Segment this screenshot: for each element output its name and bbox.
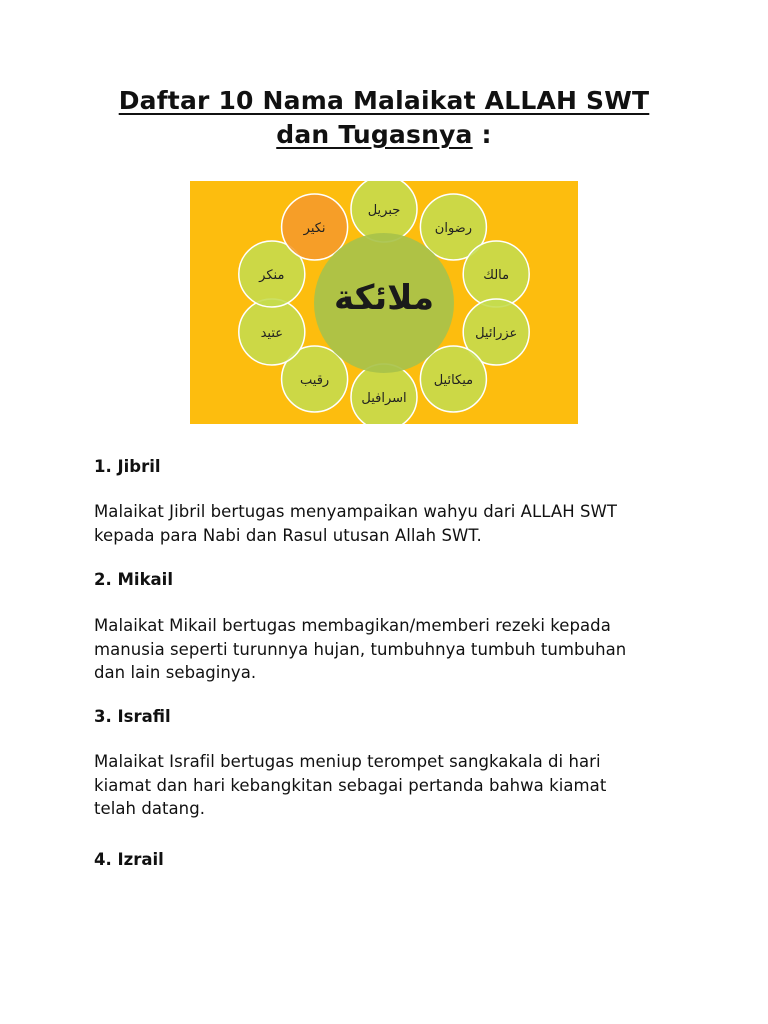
angel-label: جبريل — [367, 203, 401, 218]
section-1-line-1: Malaikat Jibril bertugas menyampaikan wahyu dari ALLAH SWT — [94, 502, 617, 521]
section-2-heading: 2. Mikail — [94, 570, 173, 589]
title-suffix: : — [472, 120, 492, 149]
title-line-2 — [0, 118, 768, 152]
angel-label: عتيد — [260, 326, 284, 341]
section-3-line-2: kiamat dan hari kebangkitan sebagai pertanda bahwa kiamat — [94, 775, 607, 795]
angel-label: نكير — [303, 221, 326, 236]
section-1-text — [94, 500, 694, 547]
section-1-heading: 1. Jibril — [94, 457, 161, 476]
angel-label: عزرائيل — [475, 326, 518, 341]
center-label: ملائكة — [333, 278, 435, 318]
section-2-line-1: Malaikat Mikail bertugas membagikan/memberi rezeki kepada — [94, 616, 611, 635]
angel-label: ميكائيل — [433, 373, 474, 388]
title-line-1: Daftar 10 Nama Malaikat ALLAH SWT — [118, 86, 650, 115]
angels-diagram-svg — [190, 181, 578, 424]
section-3-line-3: telah datang. — [94, 799, 206, 818]
section-2-text — [94, 614, 694, 685]
angel-label: اسرافيل — [361, 391, 407, 406]
angel-label: رضوان — [434, 221, 473, 236]
section-3-text — [94, 750, 694, 821]
title-underlined-text: dan Tugasnya — [276, 120, 473, 149]
section-3-heading: 3. Israfil — [94, 707, 171, 726]
section-3-line-1: Malaikat Israfil bertugas meniup terompet sangkakala di hari — [94, 752, 601, 771]
section-4-heading: 4. Izrail — [94, 850, 164, 869]
section-1-line-2: kepada para Nabi dan Rasul utusan Allah SWT. — [94, 525, 482, 545]
section-2-line-2: manusia seperti turunnya hujan, tumbuhnya tumbuh tumbuhan — [94, 639, 627, 659]
angel-label: منكر — [259, 268, 285, 283]
angel-label: رقيب — [300, 373, 330, 388]
angels-diagram — [190, 181, 578, 424]
section-2-line-3: dan lain sebaginya. — [94, 663, 257, 682]
document-title — [0, 84, 768, 152]
angel-label: مالك — [483, 268, 510, 283]
